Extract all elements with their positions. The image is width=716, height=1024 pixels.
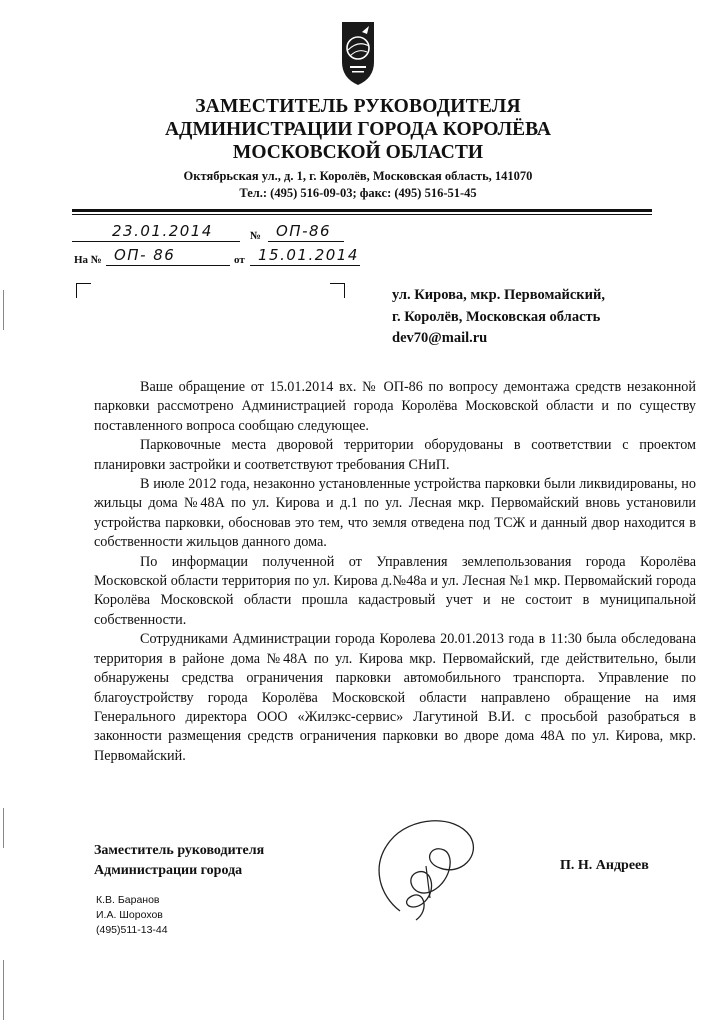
reply-to-number: ОП- 86 bbox=[114, 246, 176, 264]
executor-line2: И.А. Шорохов bbox=[96, 909, 163, 921]
letter-body bbox=[94, 378, 696, 766]
recipient-line2: г. Королёв, Московская область bbox=[392, 308, 601, 325]
scan-artifact bbox=[3, 960, 4, 1020]
reply-to-underline bbox=[106, 265, 230, 266]
recipient-line1: ул. Кирова, мкр. Первомайский, bbox=[392, 287, 605, 303]
header-divider-thick bbox=[72, 209, 652, 212]
registration-number: ОП-86 bbox=[276, 222, 332, 240]
header-divider-thin bbox=[72, 214, 652, 215]
city-emblem-icon bbox=[336, 18, 380, 88]
body-paragraph: В июле 2012 года, незаконно установленные устройства парковки были ликвидированы, но жильцы дома №48А по ул. Кирова и д.1 по ул. Лесная мкр. Первомайский вновь установили устройства парковки, обосновав это тем, что земля отведена под ТСЖ и данный двор находится в собственности жильцов данного дома. bbox=[94, 476, 696, 551]
corner-mark-right bbox=[330, 283, 345, 298]
executor-phone: (495)511-13-44 bbox=[96, 924, 168, 936]
scan-artifact bbox=[3, 808, 4, 848]
letterhead-title-line3: МОСКОВСКОЙ ОБЛАСТИ bbox=[232, 142, 484, 163]
body-paragraph: По информации полученной от Управления землепользования города Королёва Московской области территория по ул. Кирова д.№48а и ул. Лесная №1 мкр. Первомайский города Королёва Московской области прошла кадастровый учет и не состоит в муниципальной собственности. bbox=[94, 553, 696, 628]
corner-mark-left bbox=[76, 283, 91, 298]
signatory-position bbox=[94, 841, 264, 881]
reply-to-label: На № bbox=[74, 254, 102, 266]
body-paragraph: Сотрудниками Администрации города Королева 20.01.2013 года в 11:30 была обследована территория в районе дома №48А по ул. Кирова мкр. Первомайский, где действительно, были обнаружены средства ограничения парковки автомобильного транспорта. Управление по благоустройству города Королёва Московской области направлено обращение на имя Генерального директора ООО «Жилэкс-сервис» Лагутиной В.И. с просьбой разобраться в законности размещения средств ограничения парковки во дворе дома 48А по ул. Кирова, мкр. Первомайский. bbox=[94, 631, 696, 764]
signatory-name: П. Н. Андреев bbox=[560, 858, 649, 873]
recipient-address bbox=[392, 285, 605, 350]
reply-date-label: от bbox=[234, 254, 245, 266]
registration-number-underline bbox=[268, 241, 344, 242]
registration-date: 23.01.2014 bbox=[112, 222, 213, 240]
signatory-position-line2: Администрации города bbox=[94, 863, 243, 878]
reply-date: 15.01.2014 bbox=[258, 246, 359, 264]
body-paragraph: Парковочные места дворовой территории оборудованы в соответствии с проектом планировки застройки и соответствуют требования СНиП. bbox=[94, 437, 696, 473]
letterhead-phone: Тел.: (495) 516-09-03; факс: (495) 516-51-45 bbox=[239, 186, 477, 200]
signatory-position-line1: Заместитель руководителя bbox=[94, 843, 265, 858]
scan-artifact bbox=[3, 290, 4, 330]
letterhead-address: Октябрьская ул., д. 1, г. Королёв, Московская область, 141070 bbox=[183, 169, 533, 183]
recipient-email: dev70@mail.ru bbox=[392, 330, 488, 346]
letterhead-title-line2: АДМИНИСТРАЦИИ ГОРОДА КОРОЛЁВА bbox=[164, 119, 552, 140]
handwritten-signature-icon bbox=[360, 806, 490, 926]
executors bbox=[96, 893, 168, 938]
letterhead-title-line1: ЗАМЕСТИТЕЛЬ РУКОВОДИТЕЛЯ bbox=[195, 96, 521, 117]
reply-date-underline bbox=[250, 265, 360, 266]
registration-number-label: № bbox=[250, 230, 262, 242]
executor-line1: К.В. Баранов bbox=[96, 894, 160, 906]
body-paragraph: Ваше обращение от 15.01.2014 вх. № ОП-86 по вопросу демонтажа средств незаконной парковки рассмотрено Администрацией города Королёва Московской области и по существу поставленного вопроса сообщаю следующее. bbox=[94, 379, 696, 434]
registration-date-underline bbox=[72, 241, 240, 242]
